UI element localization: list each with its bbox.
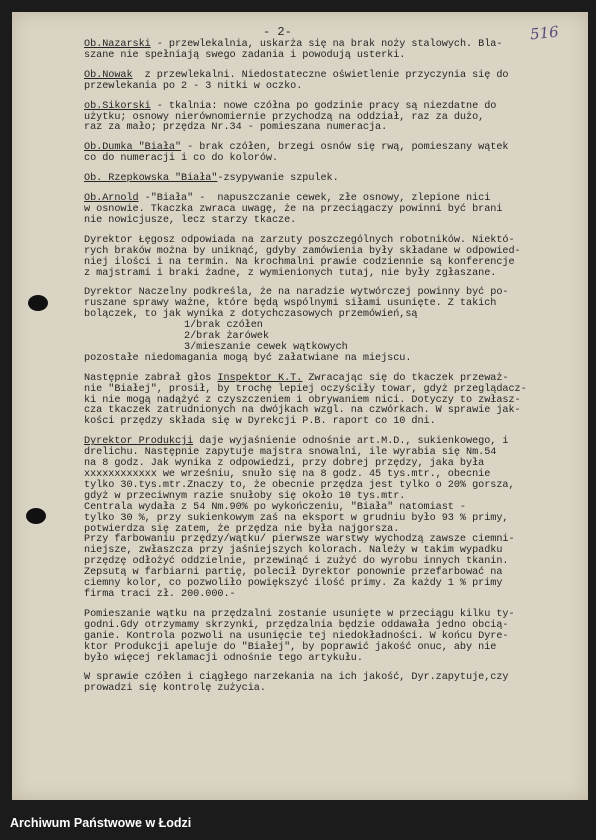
text-line bbox=[84, 216, 584, 227]
line-text: ganie. Kontrola pozwoli na usunięcie tej niedokładności. W końcu Dyre- bbox=[84, 630, 509, 642]
archive-footer bbox=[0, 804, 596, 840]
line-text: co do numeracji i co do kolorów. bbox=[84, 153, 279, 165]
paragraph bbox=[84, 437, 584, 601]
line-text: Dyrektor Naczelny podkreśla, że na naradzie wytwórczej powinny być po- bbox=[84, 287, 509, 299]
line-text: -zsypywanie szpulek. bbox=[217, 173, 339, 185]
text-line bbox=[84, 82, 584, 93]
line-text: ktor Produkcji apeluje do "Białej", by poprawić jakość onuc, aby nie bbox=[84, 641, 497, 653]
paragraph bbox=[84, 143, 584, 165]
numbered-list bbox=[84, 321, 584, 354]
text-line bbox=[84, 417, 584, 428]
line-text: tylko 30.tys.mtr.Znaczy to, że obecnie przędza jest tylko o 20% gorsza, bbox=[84, 479, 515, 491]
line-text: było więcej reklamacji odnośnie tego artykułu. bbox=[84, 652, 363, 664]
line-text: ruszane sprawy ważne, które będą wspólnymi siłami usunięte. Z takich bbox=[84, 298, 497, 310]
punch-hole bbox=[26, 508, 46, 524]
text-line bbox=[84, 269, 584, 280]
line-text: W sprawie czółen i ciągłego narzekania na ich jakość, Dyr.zapytuje,czy bbox=[84, 672, 509, 684]
paragraph bbox=[84, 194, 584, 227]
line-text: xxxxxxxxxxxx we wrześniu, snuło się na 8 godz. 45 tys.mtr., obecnie bbox=[84, 469, 491, 480]
underlined-name: Dyrektor Produkcji bbox=[84, 436, 194, 448]
line-text: z przewlekalni. Niedostateczne oświetlenie przyczynia się do bbox=[132, 69, 509, 81]
text-line bbox=[84, 590, 584, 601]
punch-hole bbox=[28, 295, 48, 311]
text-line bbox=[84, 174, 584, 185]
paragraph bbox=[84, 174, 584, 185]
text-line bbox=[84, 123, 584, 134]
paragraph bbox=[84, 610, 584, 665]
paragraph bbox=[84, 102, 584, 135]
paragraph bbox=[84, 354, 584, 365]
text-line bbox=[84, 310, 584, 321]
underlined-name: Inspektor K.T. bbox=[217, 372, 303, 384]
line-text: raz za mało; przędza Nr.34 - pomieszana numeracja. bbox=[84, 122, 388, 134]
line-text: przewlekania po 2 - 3 nitki w oczko. bbox=[84, 80, 303, 92]
line-text: Następnie zabrał głos bbox=[84, 372, 218, 384]
line-text: - brak czółen, brzegi osnów się rwą, pomieszany wątek bbox=[181, 142, 509, 154]
text-line bbox=[84, 654, 584, 665]
page-number: - 2- bbox=[263, 25, 292, 39]
line-text: użytku; osnowy nierównomiernie przychodzą na oddział, raz za dużo, bbox=[84, 111, 485, 123]
paragraph bbox=[84, 673, 584, 695]
line-text: gdyż w przeciwnym razie snułoby się około 10 tys.mtr. bbox=[84, 490, 406, 502]
text-line bbox=[84, 51, 584, 62]
text-line bbox=[84, 684, 584, 695]
line-text: niej ilości i na termin. Na krochmalni prawie codziennie są konferencje bbox=[84, 256, 515, 268]
line-text: kości przędzy składa się w Dyrekcji P.B. raport co 10 dni. bbox=[84, 416, 436, 428]
underlined-name: Ob.Nowak bbox=[84, 69, 133, 81]
paragraph bbox=[84, 40, 584, 62]
text-line bbox=[84, 354, 584, 365]
line-text: z majstrami i braki żadne, z wymienionych tutaj, nie były zgłaszane. bbox=[84, 267, 497, 279]
document-page bbox=[12, 12, 588, 800]
line-text: - tkalnia: nowe czółna po godzinie pracy są niezdatne do bbox=[150, 100, 497, 112]
line-text: na 8 godz. Jak wynika z odpowiedzi, przy dobrej przędzy, jaka była bbox=[84, 458, 485, 470]
line-text: potwierdza się zatem, że przędza nie była najgorsza. bbox=[84, 523, 400, 535]
line-text: Dyrektor Łęgosz odpowiada na zarzuty poszczególnych robotników. Niektó- bbox=[84, 234, 515, 246]
paragraph bbox=[84, 236, 584, 280]
line-text: ki nie mogą nadążyć z czyszczeniem i obrywaniem nici. Dotyczy to zwłasz- bbox=[84, 394, 521, 406]
line-text: nie nowicjusze, lecz starzy tkacze. bbox=[84, 214, 297, 226]
line-text: Zwracając się do tkaczek przeważ- bbox=[302, 372, 509, 384]
line-text: rych braków można by uniknąć, gdyby zamówienia były składane w odpowied- bbox=[84, 245, 521, 257]
line-text: daje wyjaśnienie odnośnie art.M.D., sukienkowego, i bbox=[193, 436, 509, 448]
line-text: szane nie spełniają swego zadania i powodują usterki. bbox=[84, 49, 406, 61]
list-item: 1/brak czółen bbox=[184, 320, 263, 332]
paragraph bbox=[84, 288, 584, 353]
underlined-name: ob.Sikorski bbox=[84, 100, 151, 112]
underlined-name: Ob. Rzepkowska "Biała" bbox=[84, 173, 218, 185]
line-text: w osnowie. Tkaczka zwraca uwagę, że na przeciągaczy powinni być brani bbox=[84, 203, 503, 215]
text-line bbox=[84, 154, 584, 165]
list-item: 2/brak żarówek bbox=[184, 331, 269, 343]
line-text: niejsze, zwłaszcza przy jaśniejszych kolorach. Należy w takim wypadku bbox=[84, 545, 503, 557]
document-body bbox=[84, 40, 584, 704]
line-text: godni.Gdy otrzymamy skrzynki, przędzalnia będzie oddawała jedno obcią- bbox=[84, 619, 509, 631]
list-item: 3/mieszanie cewek wątkowych bbox=[184, 341, 348, 353]
line-text: nie "Białej", prosił, by trochę lepiej oczyściły towar, gdyż przeglądacz- bbox=[84, 383, 527, 395]
archive-number: 516 bbox=[529, 22, 560, 44]
paragraph bbox=[84, 71, 584, 93]
line-text: przędzę odłożyć oddzielnie, przewinąć i zużyć do wyrobu innych tkanin. bbox=[84, 556, 509, 568]
line-text: cza tkaczek zatrudnionych na dwójkach wzgl. na czwórkach. W sprawie jak- bbox=[84, 405, 521, 417]
line-text: pozostałe niedomagania mogą być załatwiane na miejscu. bbox=[84, 352, 412, 364]
underlined-name: Ob.Arnold bbox=[84, 193, 139, 205]
line-text: -"Biała" - napuszczanie cewek, złe osnowy, zlepione nici bbox=[138, 193, 491, 205]
paragraph bbox=[84, 374, 584, 429]
line-text: firma traci zł. 200.000.- bbox=[84, 588, 236, 600]
underlined-name: Ob.Nazarski bbox=[84, 39, 151, 50]
archive-name: Archiwum Państwowe w Łodzi bbox=[10, 816, 192, 830]
line-text: ciemny kolor, co pozwoliło powiększyć ilość primy. Za każdy 1 % primy bbox=[84, 578, 503, 590]
line-text: bolączek, to jak wynika z dotychczasowych przemówień,są bbox=[84, 309, 418, 321]
underlined-name: Ob.Dumka "Biała" bbox=[84, 142, 182, 154]
line-text: tylko 30 %, przy sukienkowym zaś na eksport w grudniu było 93 % primy, bbox=[84, 512, 509, 524]
line-text: drelichu. Następnie zapytuje majstra snowalni, ile wyrabia się Nm.54 bbox=[84, 447, 497, 459]
line-text: Centrala wydała z 54 Nm.90% po wykończeniu, "Biała" natomiast - bbox=[84, 501, 467, 513]
line-text: prowadzi się kontrolę zużycia. bbox=[84, 683, 266, 695]
line-text: Pomieszanie wątku na przędzalni zostanie usunięte w przeciągu kilku ty- bbox=[84, 608, 515, 620]
line-text: - przewlekalnia, uskarża się na brak noży stalowych. Bla- bbox=[150, 39, 503, 50]
line-text: Przy farbowaniu przędzy/wątku/ pierwsze warstwy wychodzą zawsze ciemni- bbox=[84, 534, 515, 546]
line-text: Zepsutą w farbiarni partię, polecił Dyrektor ponownie przefarbować na bbox=[84, 567, 503, 579]
